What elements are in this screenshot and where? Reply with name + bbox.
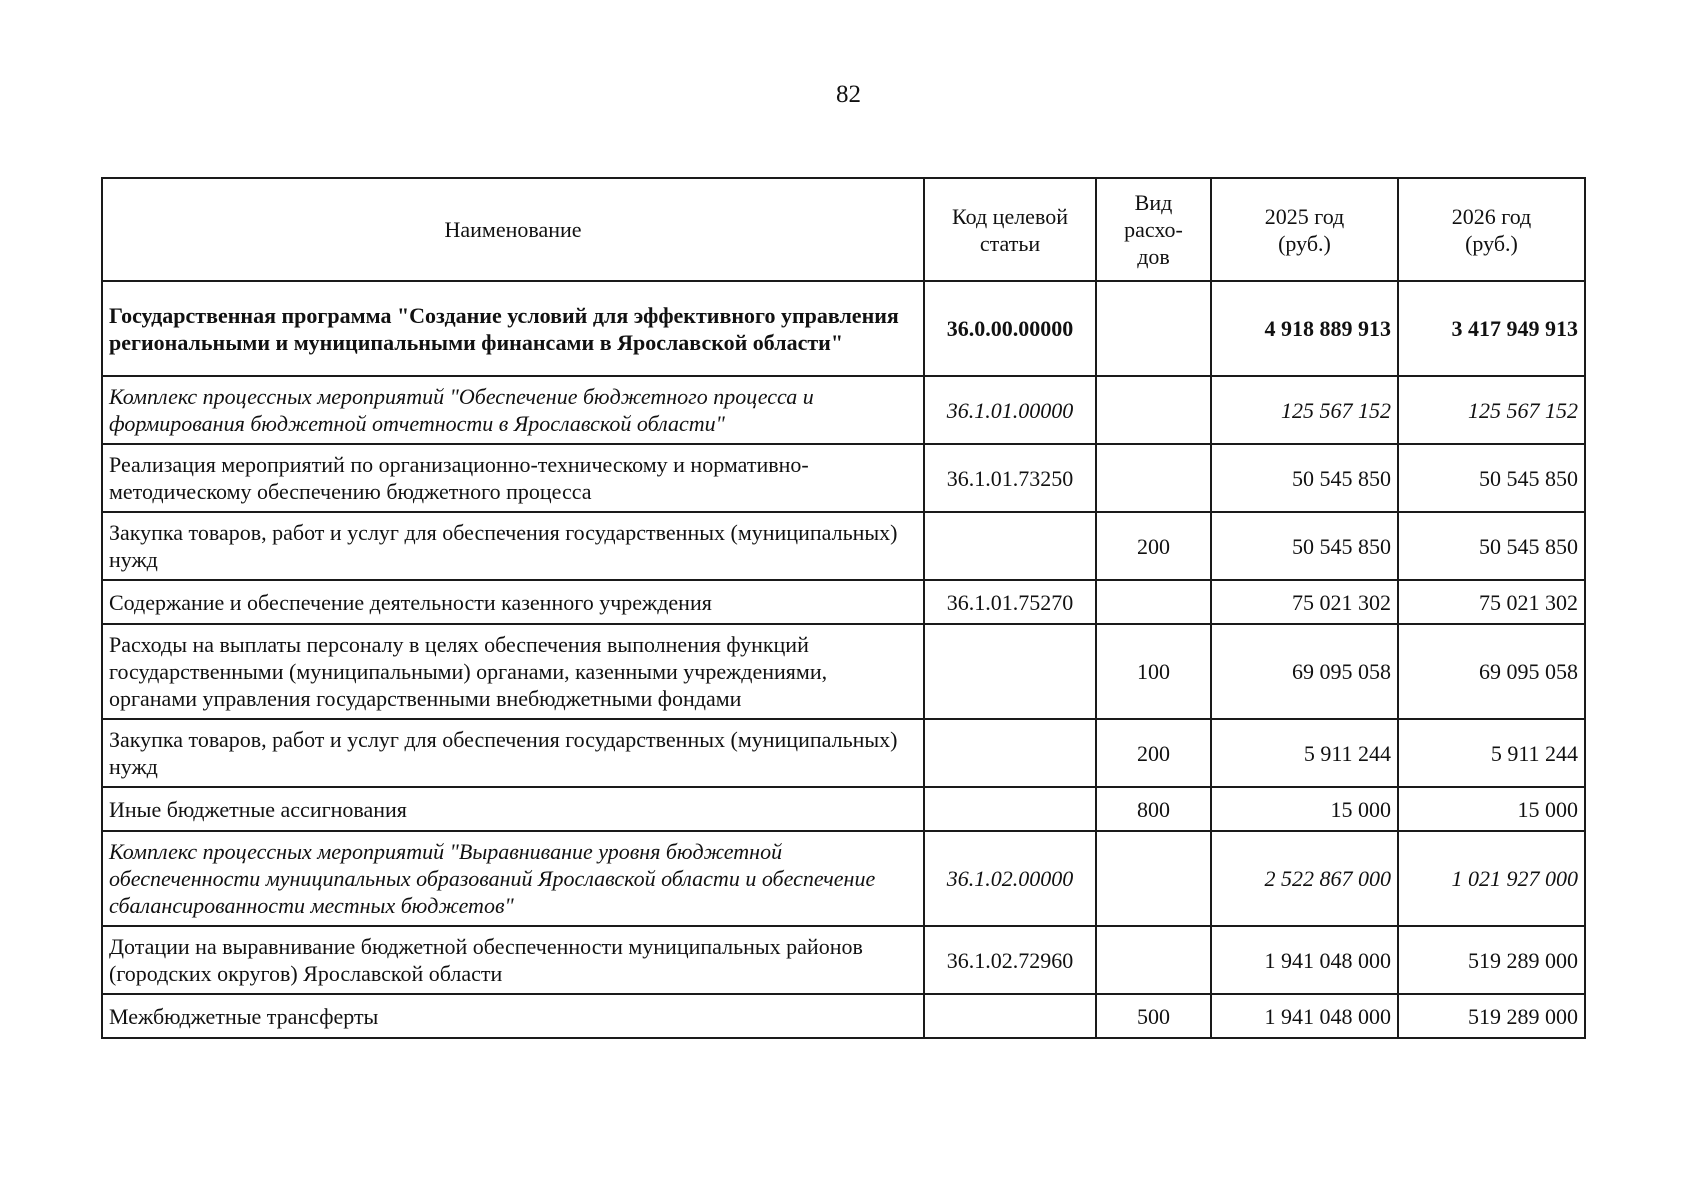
- table-row: [102, 787, 1585, 831]
- table-row: [102, 281, 1585, 376]
- table-row: [102, 512, 1585, 580]
- row-2026-amount: 3 417 949 913: [1398, 281, 1585, 376]
- budget-table: [101, 177, 1586, 1039]
- row-2026-amount: 5 911 244: [1398, 719, 1585, 787]
- row-kind-cell: [1096, 376, 1211, 444]
- row-2026-amount: 519 289 000: [1398, 926, 1585, 994]
- row-kind-cell: 200: [1096, 512, 1211, 580]
- row-2026-amount: 519 289 000: [1398, 994, 1585, 1038]
- row-2025-amount: 125 567 152: [1211, 376, 1398, 444]
- row-code-cell: [924, 787, 1096, 831]
- table-row: [102, 719, 1585, 787]
- row-kind-cell: [1096, 281, 1211, 376]
- row-name-cell: Иные бюджетные ассигнования: [102, 787, 924, 831]
- header-2025: [1211, 178, 1398, 281]
- header-2026: [1398, 178, 1585, 281]
- header-name: Наименование: [102, 178, 924, 281]
- table-row: [102, 831, 1585, 926]
- row-name-cell: Комплекс процессных мероприятий "Обеспечение бюджетного процесса и формирования бюджетной отчетности в Ярославской области": [102, 376, 924, 444]
- row-name-cell: Реализация мероприятий по организационно-техническому и нормативно-методическому обеспечению бюджетного процесса: [102, 444, 924, 512]
- row-2026-amount: 50 545 850: [1398, 512, 1585, 580]
- row-2025-amount: 4 918 889 913: [1211, 281, 1398, 376]
- row-code-cell: [924, 994, 1096, 1038]
- table-header-row: [102, 178, 1585, 281]
- row-kind-cell: 800: [1096, 787, 1211, 831]
- row-name-cell: Дотации на выравнивание бюджетной обеспеченности муниципальных районов (городских округов) Ярославской области: [102, 926, 924, 994]
- row-2026-amount: 69 095 058: [1398, 624, 1585, 719]
- row-2025-amount: 15 000: [1211, 787, 1398, 831]
- table-row: [102, 926, 1585, 994]
- row-code-cell: 36.1.01.75270: [924, 580, 1096, 624]
- row-kind-cell: [1096, 444, 1211, 512]
- row-2026-amount: 75 021 302: [1398, 580, 1585, 624]
- row-2026-amount: 125 567 152: [1398, 376, 1585, 444]
- row-code-cell: [924, 624, 1096, 719]
- row-kind-cell: [1096, 831, 1211, 926]
- table-body: [102, 281, 1585, 1038]
- row-name-cell: Государственная программа "Создание условий для эффективного управления региональными и муниципальными финансами в Ярославской области": [102, 281, 924, 376]
- table-row: [102, 994, 1585, 1038]
- row-name-cell: Расходы на выплаты персоналу в целях обеспечения выполнения функций государственными (муниципальными) органами, казенными учреждениями, органами управления государственными внебюджетными фондами: [102, 624, 924, 719]
- row-code-cell: 36.0.00.00000: [924, 281, 1096, 376]
- row-kind-cell: [1096, 580, 1211, 624]
- row-name-cell: Комплекс процессных мероприятий "Выравнивание уровня бюджетной обеспеченности муниципальных образований Ярославской области и обеспечение сбалансированности местных бюджетов": [102, 831, 924, 926]
- row-name-cell: Межбюджетные трансферты: [102, 994, 924, 1038]
- row-2025-amount: 2 522 867 000: [1211, 831, 1398, 926]
- row-name-cell: Содержание и обеспечение деятельности казенного учреждения: [102, 580, 924, 624]
- row-code-cell: [924, 512, 1096, 580]
- header-code: [924, 178, 1096, 281]
- table-row: [102, 624, 1585, 719]
- header-kind: [1096, 178, 1211, 281]
- row-2026-amount: 50 545 850: [1398, 444, 1585, 512]
- row-kind-cell: 500: [1096, 994, 1211, 1038]
- row-code-cell: 36.1.02.00000: [924, 831, 1096, 926]
- row-code-cell: 36.1.01.73250: [924, 444, 1096, 512]
- row-kind-cell: 100: [1096, 624, 1211, 719]
- header-code-label: Код целевой статьи: [952, 203, 1068, 256]
- table-row: [102, 376, 1585, 444]
- row-2025-amount: 1 941 048 000: [1211, 994, 1398, 1038]
- row-2026-amount: 15 000: [1398, 787, 1585, 831]
- row-name-cell: Закупка товаров, работ и услуг для обеспечения государственных (муниципальных) нужд: [102, 719, 924, 787]
- row-code-cell: [924, 719, 1096, 787]
- table-row: [102, 444, 1585, 512]
- table-row: [102, 580, 1585, 624]
- page-number: 82: [836, 81, 861, 108]
- row-2025-amount: 5 911 244: [1211, 719, 1398, 787]
- row-2025-amount: 50 545 850: [1211, 512, 1398, 580]
- header-2025-label: 2025 год (руб.): [1264, 203, 1345, 256]
- row-2025-amount: 50 545 850: [1211, 444, 1398, 512]
- row-2025-amount: 75 021 302: [1211, 580, 1398, 624]
- header-2026-label: 2026 год (руб.): [1451, 203, 1532, 256]
- row-code-cell: 36.1.02.72960: [924, 926, 1096, 994]
- row-2025-amount: 1 941 048 000: [1211, 926, 1398, 994]
- row-code-cell: 36.1.01.00000: [924, 376, 1096, 444]
- header-kind-label: Вид расхо-дов: [1124, 190, 1183, 269]
- row-kind-cell: [1096, 926, 1211, 994]
- row-2026-amount: 1 021 927 000: [1398, 831, 1585, 926]
- row-name-cell: Закупка товаров, работ и услуг для обеспечения государственных (муниципальных) нужд: [102, 512, 924, 580]
- row-kind-cell: 200: [1096, 719, 1211, 787]
- row-2025-amount: 69 095 058: [1211, 624, 1398, 719]
